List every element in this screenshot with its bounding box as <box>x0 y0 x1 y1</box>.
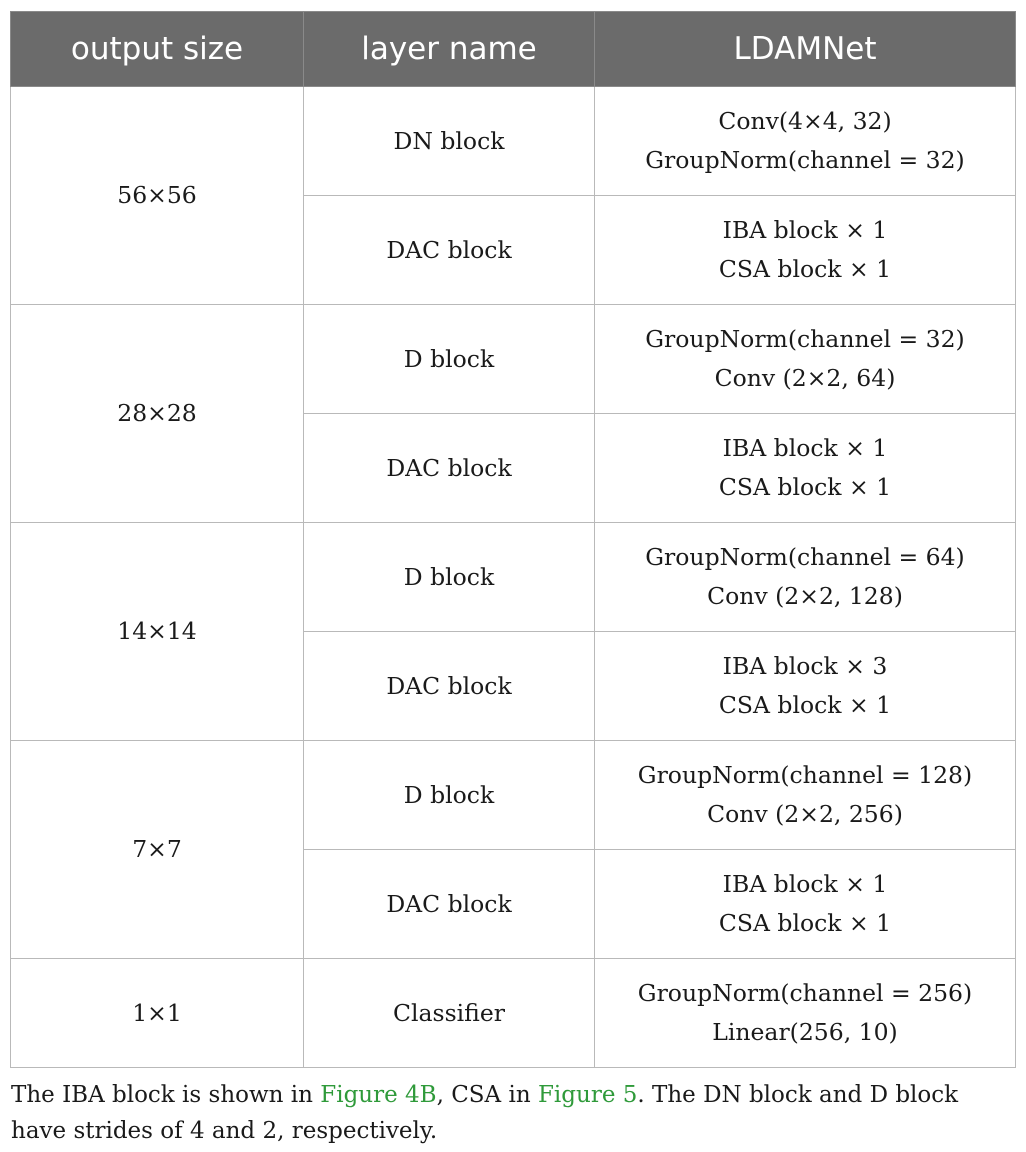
ldamnet-line: Conv (2×2, 256) <box>707 800 903 828</box>
ldamnet-cell <box>595 87 1016 196</box>
ldamnet-cell <box>595 741 1016 850</box>
figure-5-link[interactable]: Figure 5 <box>537 1082 638 1108</box>
figure-4b-link[interactable]: Figure 4B <box>320 1082 437 1108</box>
layer-name-cell: DAC block <box>304 414 595 523</box>
ldamnet-line: Linear(256, 10) <box>712 1018 898 1046</box>
ldamnet-cell <box>595 959 1016 1068</box>
table-row <box>11 87 1016 196</box>
header-ldamnet: LDAMNet <box>595 12 1016 87</box>
ldamnet-line: CSA block × 1 <box>718 255 892 283</box>
ldamnet-line: IBA block × 3 <box>722 652 888 680</box>
ldamnet-line: IBA block × 1 <box>722 216 888 244</box>
ldamnet-cell <box>595 850 1016 959</box>
ldamnet-line: IBA block × 1 <box>722 870 888 898</box>
ldamnet-line: Conv(4×4, 32) <box>718 107 892 135</box>
ldamnet-line: IBA block × 1 <box>722 434 888 462</box>
header-layer-name: layer name <box>304 12 595 87</box>
document <box>10 11 1016 1149</box>
table-row <box>11 741 1016 850</box>
output-size-cell: 56×56 <box>11 87 304 305</box>
layer-name-cell: DAC block <box>304 850 595 959</box>
ldamnet-line: GroupNorm(channel = 64) <box>645 543 965 571</box>
layer-name-cell: Classifier <box>304 959 595 1068</box>
layer-name-cell: D block <box>304 741 595 850</box>
ldamnet-cell <box>595 196 1016 305</box>
ldamnet-line: Conv (2×2, 128) <box>707 582 903 610</box>
output-size-cell: 7×7 <box>11 741 304 959</box>
table-caption <box>10 1077 1017 1149</box>
header-row <box>11 12 1016 87</box>
caption-text: The IBA block is shown in <box>11 1082 321 1108</box>
layer-name-cell: DN block <box>304 87 595 196</box>
table-row <box>11 305 1016 414</box>
layer-name-cell: D block <box>304 305 595 414</box>
ldamnet-cell <box>595 305 1016 414</box>
layer-name-cell: DAC block <box>304 196 595 305</box>
table-row <box>11 959 1016 1068</box>
caption-text: . The DN block and D block have strides of 4 and 2, respectively. <box>11 1082 959 1144</box>
ldamnet-line: Conv (2×2, 64) <box>714 364 896 392</box>
ldamnet-cell <box>595 523 1016 632</box>
ldamnet-cell <box>595 632 1016 741</box>
ldamnet-line: CSA block × 1 <box>718 691 892 719</box>
ldamnet-line: CSA block × 1 <box>718 473 892 501</box>
layer-name-cell: D block <box>304 523 595 632</box>
ldamnet-line: GroupNorm(channel = 256) <box>637 979 973 1007</box>
table-row <box>11 523 1016 632</box>
caption-text: , CSA in <box>436 1082 538 1108</box>
ldamnet-line: GroupNorm(channel = 32) <box>645 325 965 353</box>
ldamnet-line: GroupNorm(channel = 32) <box>645 146 965 174</box>
architecture-table <box>10 11 1016 1068</box>
output-size-cell: 14×14 <box>11 523 304 741</box>
layer-name-cell: DAC block <box>304 632 595 741</box>
ldamnet-line: CSA block × 1 <box>718 909 892 937</box>
header-output-size: output size <box>11 12 304 87</box>
ldamnet-line: GroupNorm(channel = 128) <box>637 761 973 789</box>
output-size-cell: 28×28 <box>11 305 304 523</box>
output-size-cell: 1×1 <box>11 959 304 1068</box>
ldamnet-cell <box>595 414 1016 523</box>
